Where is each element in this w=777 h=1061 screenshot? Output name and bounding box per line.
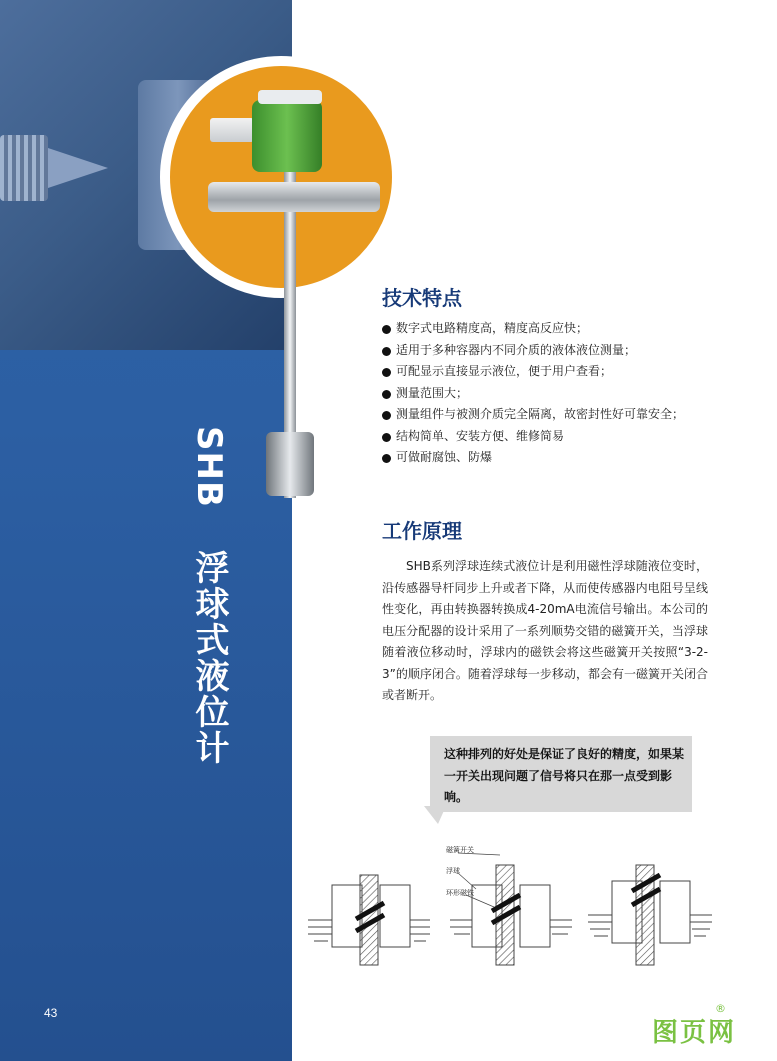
diagram-label-float: 浮球 [446,867,460,875]
principle-body: SHB系列浮球连续式液位计是利用磁性浮球随液位变时，沿传感器导杆同步上升或者下降，从而使传感器内电阻号呈线性变化，再由转换器转换成4-20mA电流信号输出。本公司的电压分配器的设计采用了一系列顺势交错的磁簧开关，当浮球随着液位移动时，浮球内的磁铁会将这些磁簧开关按照“3-2-3”的顺序闭合。随着浮球每一步移动，都会有一磁簧开关闭合或者断开。 [382,559,708,702]
mounting-flange [208,182,380,212]
diagram-state-3 [588,865,712,965]
feature-item: 可做耐腐蚀、防爆 [382,447,702,469]
sensor-head [252,100,322,172]
features-heading: 技术特点 [382,286,462,310]
product-title-latin: SHB [189,426,229,508]
registered-mark: ® [715,1002,726,1015]
float-ball [266,432,314,496]
diagram-label-reed-switch: 磁簧开关 [446,846,474,854]
feature-item: 测量范围大； [382,383,702,405]
callout-text: 这种排列的好处是保证了良好的精度，如果某一开关出现问题了信号将只在那一点受到影响。 [444,747,685,804]
features-list [382,318,702,469]
diagram-state-1 [308,875,430,965]
reed-switch-diagram [300,845,720,975]
feature-item: 测量组件与被测介质完全隔离，故密封性好可靠安全； [382,404,702,426]
product-title-chinese: 浮球式液位计 [189,549,229,766]
callout-tail [424,806,446,824]
feature-item: 结构简单、安装方便、维修简易 [382,426,702,448]
diagram-label-ring-magnet: 环形磁铁 [446,889,474,897]
bolt-thread-image [0,135,48,201]
watermark-logo: 图页网 [652,1018,737,1048]
diagram-state-2 [446,845,572,965]
cable-gland [210,118,254,142]
bolt-tip-image [48,148,108,188]
principle-heading: 工作原理 [382,519,462,543]
feature-item: 适用于多种容器内不同介质的液体液位测量； [382,340,702,362]
product-title-vertical [189,426,240,766]
feature-item: 可配显示直接显示液位，便于用户查看； [382,361,702,383]
page-number: 43 [44,1006,58,1020]
feature-item: 数字式电路精度高，精度高反应快； [382,318,702,340]
sensor-cap [258,90,322,104]
